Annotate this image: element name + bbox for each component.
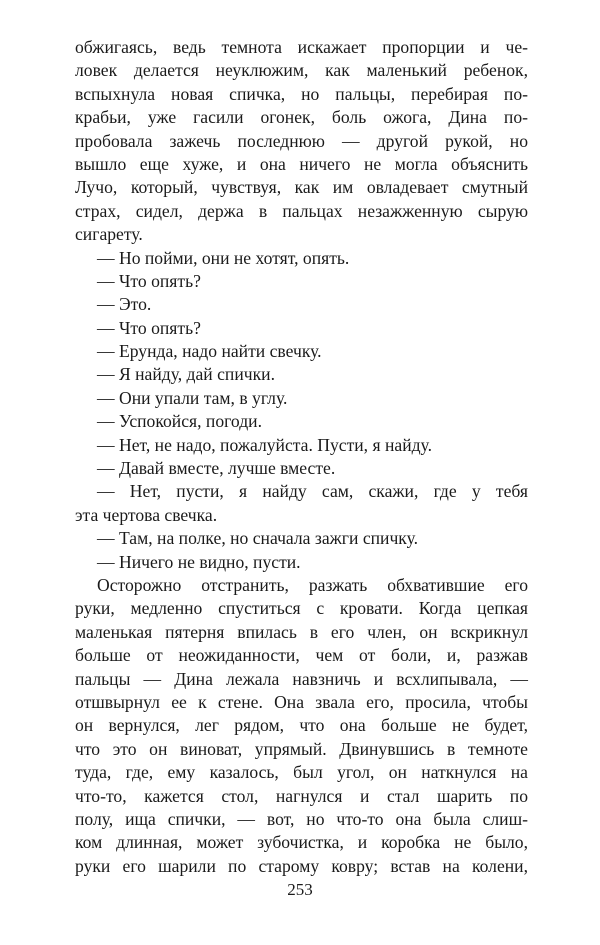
- page-number: 253: [287, 880, 313, 899]
- text-line: сигарету.: [75, 224, 143, 245]
- text-line: Осторожно отстранить, разжать обхватившие его: [97, 574, 528, 595]
- text-line: больше от неожиданности, чем от боли, и, разжав: [75, 645, 528, 666]
- text-line: он вернулся, лег рядом, что она больше не будет,: [75, 715, 528, 736]
- text-line: обжигаясь, ведь темнота искажает пропорции и че-: [75, 37, 528, 57]
- text-line: руки его шарили по старому ковру; встав на колени,: [75, 855, 528, 876]
- text-line: — Ничего не видно, пусти.: [97, 551, 301, 572]
- text-line: — Там, на полке, но сначала зажги спичку.: [97, 528, 419, 549]
- text-line: — Нет, не надо, пожалуйста. Пусти, я найду.: [97, 434, 432, 455]
- text-line: — Они упали там, в углу.: [97, 387, 288, 408]
- text-line: — Я найду, дай спички.: [97, 364, 275, 385]
- text-line: — Что опять?: [97, 317, 201, 338]
- text-line: что это он виноват, упрямый. Двинувшись в темноте: [75, 738, 528, 759]
- text-line: — Давай вместе, лучше вместе.: [97, 458, 336, 479]
- text-line: Лучо, который, чувствуя, как им овладевает смутный: [75, 177, 528, 198]
- text-line: маленькая пятерня впилась в его член, он вскрикнул: [75, 621, 528, 642]
- text-line: что-то, кажется стол, нагнулся и стал шарить по: [75, 785, 528, 806]
- text-line: страх, сидел, держа в пальцах незажженную сырую: [75, 200, 528, 221]
- text-line: — Но пойми, они не хотят, опять.: [97, 247, 350, 268]
- text-line: пробовала зажечь последнюю — другой рукой, но: [75, 130, 528, 151]
- text-line: — Ерунда, надо найти свечку.: [97, 341, 322, 362]
- text-line: эта чертова свечка.: [75, 504, 218, 525]
- text-line: ловек делается неуклюжим, как маленький ребенок,: [75, 60, 528, 81]
- text-line: туда, где, ему казалось, был угол, он наткнулся на: [75, 762, 528, 783]
- text-line: — Успокойся, погоди.: [97, 411, 262, 432]
- text-line: крабьи, уже гасили огонек, боль ожога, Дина по-: [75, 107, 528, 128]
- text-line: пальцы — Дина лежала навзничь и всхлипывала, —: [75, 668, 528, 689]
- text-line: вспыхнула новая спичка, но пальцы, перебирая по-: [75, 83, 528, 104]
- page-text: [75, 36, 528, 878]
- text-line: — Нет, пусти, я найду сам, скажи, где у тебя: [97, 481, 528, 502]
- text-line: отшвырнул ее к стене. Она звала его, просила, чтобы: [75, 691, 528, 712]
- text-line: полу, ища спички, — вот, но что-то она была слиш-: [75, 808, 528, 829]
- text-line: вышло еще хуже, и она ничего не могла объяснить: [75, 153, 528, 174]
- text-line: руки, медленно спуститься с кровати. Когда цепкая: [75, 598, 528, 619]
- text-line: ком длинная, может зубочистка, и коробка не было,: [75, 832, 528, 853]
- text-line: — Это.: [97, 294, 152, 315]
- text-line: — Что опять?: [97, 270, 201, 291]
